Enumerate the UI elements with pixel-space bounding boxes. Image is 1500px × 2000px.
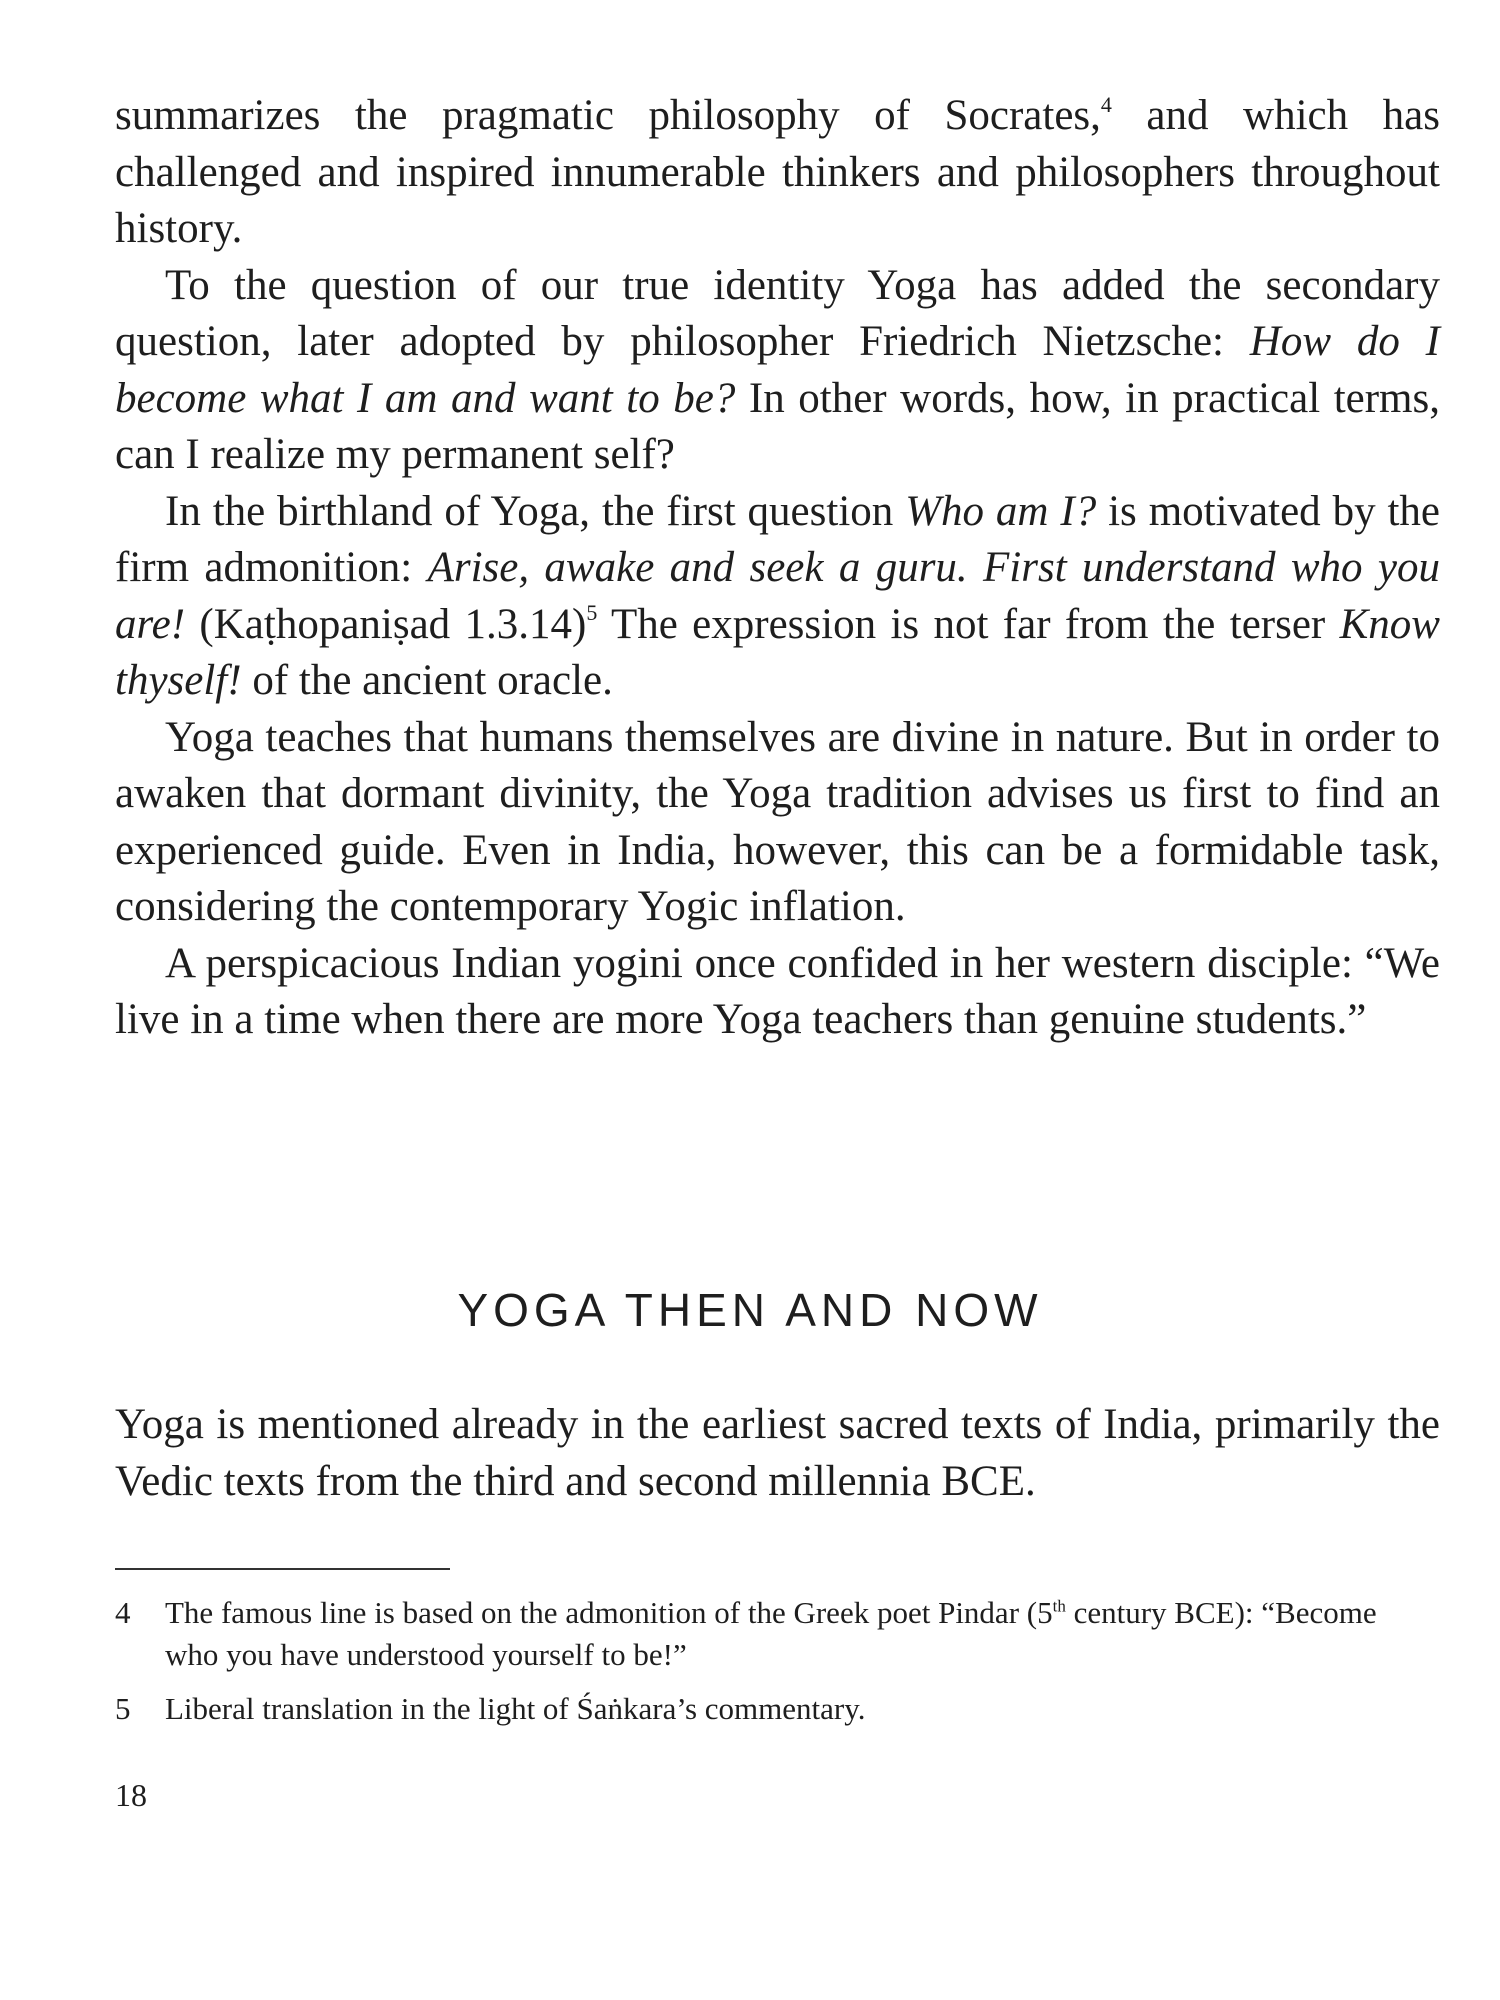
text-run: Yoga teaches that humans themselves are divine in nature. But in order to awaken that dormant divinity, the Yoga tradition advises us first to find an experienced guide. Even in India, however, this can be a formidable task, considering the contemporary Yogic inflation. <box>115 713 1440 930</box>
text-run: The famous line is based on the admonition of the Greek poet Pindar (5 <box>165 1595 1053 1630</box>
footnote-ref-4: 4 <box>1100 91 1112 117</box>
italic-run: Know thyself! <box>115 600 1440 704</box>
footnote-number: 4 <box>115 1595 131 1630</box>
paragraph-1 <box>115 88 1440 258</box>
text-run: summarizes the pragmatic philosophy of Socrates, <box>115 92 1101 139</box>
paragraph-4 <box>115 710 1440 936</box>
text-run: The expression is not far from the terser <box>597 600 1340 648</box>
footnote-divider <box>115 1568 450 1570</box>
body-text <box>115 88 1440 1049</box>
footnote-text <box>165 1592 1415 1676</box>
page-number: 18 <box>115 1777 147 1813</box>
paragraph-2 <box>115 258 1440 484</box>
text-run: (Kaṭhopaniṣad 1.3.14) <box>185 600 587 648</box>
text-run: To the question of our true identity Yoga has added the secondary question, later adopted by philosopher Friedrich Nietzsche: <box>115 261 1440 365</box>
superscript: th <box>1052 1596 1066 1616</box>
footnotes <box>115 1592 1415 1742</box>
text-run: In other words, how, in practical terms, can I realize my permanent self? <box>115 374 1440 478</box>
paragraph-3 <box>115 484 1440 710</box>
italic-run: How do I become what I am and want to be? <box>115 318 1440 422</box>
text-run: century BCE): “Become who you have understood yourself to be!” <box>165 1595 1377 1672</box>
footnote-4 <box>115 1592 1415 1676</box>
section-text <box>115 1397 1440 1510</box>
italic-run: Who am I? <box>905 487 1097 535</box>
italic-run: Arise, awake and seek a guru. First understand who you are! <box>115 544 1440 648</box>
text-run: of the ancient oracle. <box>241 657 613 704</box>
paragraph-6: Yoga is mentioned already in the earliest sacred texts of India, primarily the Vedic texts from the third and second millennia BCE. <box>115 1401 1440 1505</box>
footnote-text: Liberal translation in the light of Śaṅkara’s commentary. <box>165 1691 866 1726</box>
paragraph-5 <box>115 936 1440 1049</box>
section-heading: YOGA THEN AND NOW <box>457 1284 1043 1336</box>
text-run: is motivated by the firm admonition: <box>115 487 1441 591</box>
footnote-ref-5: 5 <box>586 600 598 626</box>
text-run: and which has challenged and inspired innumerable thinkers and philosophers throughout history. <box>115 92 1440 252</box>
footnote-5 <box>115 1688 1415 1730</box>
footnote-number: 5 <box>115 1691 131 1726</box>
text-run: A perspicacious Indian yogini once confided in her western disciple: “We live in a time when there are more Yoga teachers than genuine students.” <box>115 939 1440 1043</box>
text-run: In the birthland of Yoga, the first question <box>165 487 906 535</box>
